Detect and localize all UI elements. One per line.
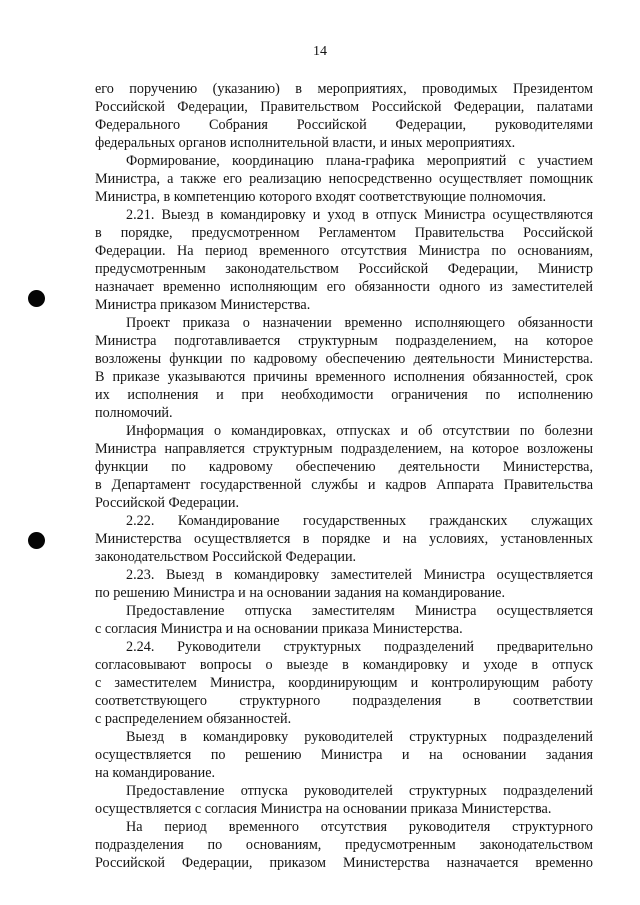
binder-hole-lower	[28, 532, 45, 549]
text-line: Министра направляется структурным подразделением, на которое возложены	[95, 441, 593, 457]
text-line: предусмотренным законодательством Российской Федерации, Министр	[95, 261, 593, 277]
text-line: Министра приказом Министерства.	[95, 297, 311, 313]
text-line: Информация о командировках, отпусках и об отсутствии по болезни	[126, 423, 593, 439]
text-line: 2.22. Командирование государственных гражданских служащих	[126, 513, 593, 529]
binder-hole-upper	[28, 290, 45, 307]
page-number: 14	[313, 44, 327, 59]
text-line: 2.24. Руководители структурных подразделений предварительно	[126, 639, 593, 655]
text-line: Министра подготавливается структурным подразделением, на которое	[95, 333, 593, 349]
text-line: с заместителем Министра, координирующим и контролирующим работу	[95, 675, 593, 691]
text-line: Федерального Собрания Российской Федерации, руководителями	[95, 117, 593, 133]
text-line: функции по кадровому обеспечению деятельности Министерства,	[95, 459, 593, 475]
text-line: подразделения по основаниям, предусмотренным законодательством	[95, 837, 593, 853]
text-line: осуществляется с согласия Министра на основании приказа Министерства.	[95, 801, 552, 817]
text-line: по решению Министра и на основании задания на командирование.	[95, 585, 506, 601]
text-line: 2.21. Выезд в командировку и уход в отпуск Министра осуществляются	[126, 207, 593, 223]
text-line: в порядке, предусмотренном Регламентом Правительства Российской	[95, 225, 593, 241]
text-line: с согласия Министра и на основании приказа Министерства.	[95, 621, 463, 637]
text-line: Российской Федерации.	[95, 495, 240, 511]
text-line: Министра, в компетенцию которого входят соответствующие полномочия.	[95, 189, 547, 205]
text-line: согласовывают вопросы о выезде в командировку и уходе в отпуск	[95, 657, 593, 673]
text-line: Предоставление отпуска заместителям Министра осуществляется	[126, 603, 593, 619]
text-line: законодательством Российской Федерации.	[95, 549, 357, 565]
text-line: Выезд в командировку руководителей структурных подразделений	[126, 729, 593, 745]
text-line: Российской Федерации, приказом Министерства назначается временно	[95, 855, 593, 871]
text-line: Министерства осуществляется в порядке и на условиях, установленных	[95, 531, 593, 547]
text-line: Проект приказа о назначении временно исполняющего обязанности	[126, 315, 593, 331]
text-line: Министра, а также его реализацию непосредственно осуществляет помощник	[95, 171, 593, 187]
text-line: 2.23. Выезд в командировку заместителей Министра осуществляется	[126, 567, 593, 583]
text-line: Предоставление отпуска руководителей структурных подразделений	[126, 783, 593, 799]
text-line: полномочий.	[95, 405, 173, 421]
text-line: с распределением обязанностей.	[95, 711, 292, 727]
text-line: Российской Федерации, Правительством Российской Федерации, палатами	[95, 99, 593, 115]
text-line: на командирование.	[95, 765, 216, 781]
text-line: федеральных органов исполнительной власти, и иных мероприятиях.	[95, 135, 516, 151]
text-line: в Департамент государственной службы и кадров Аппарата Правительства	[95, 477, 593, 493]
text-line: Формирование, координацию плана-графика мероприятий с участием	[126, 153, 593, 169]
text-line: На период временного отсутствия руководителя структурного	[126, 819, 593, 835]
text-line: их исполнения и при необходимости ограничения по исполнению	[95, 387, 593, 403]
body-text	[95, 80, 593, 872]
text-line: Федерации. На период временного отсутствия Министра по основаниям,	[95, 243, 593, 259]
text-line: В приказе указываются причины временного исполнения обязанностей, срок	[95, 369, 593, 385]
text-line: соответствующего структурного подразделения в соответствии	[95, 693, 593, 709]
text-line: осуществляется по решению Министра и на основании задания	[95, 747, 593, 763]
text-line: назначает временно исполняющим его обязанности одного из заместителей	[95, 279, 593, 295]
text-line: возложены функции по кадровому обеспечению деятельности Министерства.	[95, 351, 593, 367]
text-line: его поручению (указанию) в мероприятиях, проводимых Президентом	[95, 81, 593, 97]
